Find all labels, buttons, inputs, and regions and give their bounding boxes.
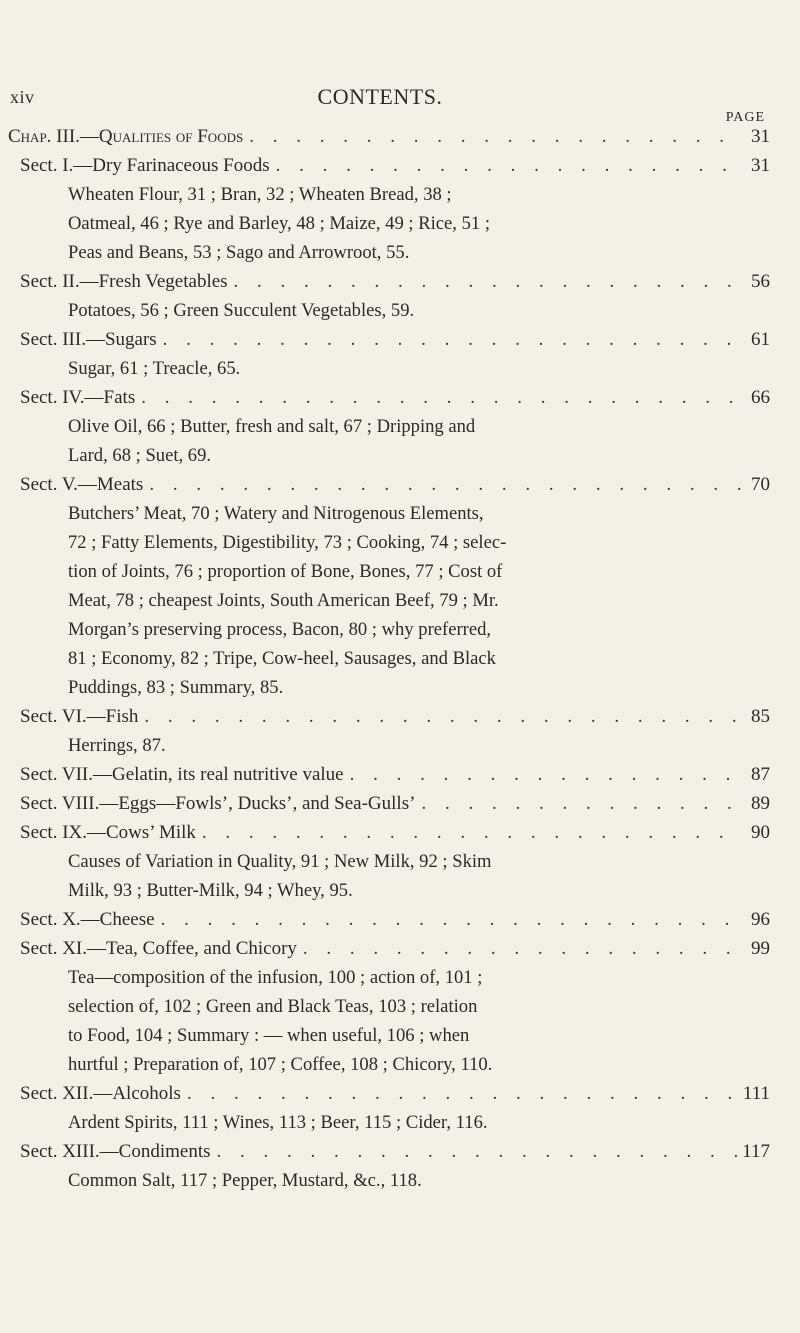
section-description	[40, 731, 770, 760]
leader-dots	[297, 934, 742, 963]
section-page: 99	[751, 938, 770, 959]
leader-dots	[415, 789, 742, 818]
leader-dots	[138, 702, 742, 731]
description-line: Common Salt, 117 ; Pepper, Mustard, &c., 118.	[68, 1170, 422, 1191]
description-line: Olive Oil, 66 ; Butter, fresh and salt, 67 ; Dripping and	[68, 416, 476, 437]
section-title: Sect. VII.—Gelatin, its real nutritive value	[20, 764, 344, 785]
section-title: Sect. XII.—Alcohols	[20, 1083, 181, 1104]
section-title: Sect. III.—Sugars	[20, 329, 157, 350]
section-title: Sect. IV.—Fats	[20, 387, 136, 408]
section-page: 90	[751, 822, 770, 843]
section-description	[40, 296, 770, 325]
description-line: to Food, 104 ; Summary : — when useful, 106 ; when	[68, 1025, 470, 1046]
description-line: 81 ; Economy, 82 ; Tripe, Cow-heel, Sausages, and Black	[68, 648, 496, 669]
description-line: Oatmeal, 46 ; Rye and Barley, 48 ; Maize, 49 ; Rice, 51 ;	[68, 213, 490, 234]
description-line: Wheaten Flour, 31 ; Bran, 32 ; Wheaten Bread, 38 ;	[68, 184, 452, 205]
section-title: Sect. V.—Meats	[20, 474, 144, 495]
section-entry	[20, 151, 770, 180]
leader-dots	[243, 122, 742, 151]
page-column-label: PAGE	[725, 110, 765, 125]
section-page: 56	[751, 271, 770, 292]
section-description	[40, 354, 770, 383]
description-line: Ardent Spirits, 111 ; Wines, 113 ; Beer, 115 ; Cider, 116.	[68, 1112, 488, 1133]
section-description	[40, 412, 770, 470]
leader-dots	[344, 760, 742, 789]
section-title: Sect. IX.—Cows’ Milk	[20, 822, 196, 843]
section-page: 31	[751, 155, 770, 176]
description-line: hurtful ; Preparation of, 107 ; Coffee, 108 ; Chicory, 110.	[68, 1054, 493, 1075]
section-title: Sect. XI.—Tea, Coffee, and Chicory	[20, 938, 297, 959]
section-entry	[20, 760, 770, 789]
section-entry	[20, 789, 770, 818]
section-entry	[20, 267, 770, 296]
section-page: 70	[751, 474, 770, 495]
section-entry	[20, 1079, 770, 1108]
table-of-contents	[8, 122, 770, 1195]
description-line: Puddings, 83 ; Summary, 85.	[68, 677, 284, 698]
section-page: 96	[751, 909, 770, 930]
description-line: selection of, 102 ; Green and Black Teas, 103 ; relation	[68, 996, 478, 1017]
section-description	[40, 963, 770, 1079]
description-line: Meat, 78 ; cheapest Joints, South American Beef, 79 ; Mr.	[68, 590, 499, 611]
leader-dots	[270, 151, 742, 180]
section-description	[40, 1108, 770, 1137]
leader-dots	[211, 1137, 742, 1166]
description-line: Sugar, 61 ; Treacle, 65.	[68, 358, 241, 379]
leader-dots	[196, 818, 742, 847]
section-page: 117	[742, 1141, 770, 1162]
section-entry	[20, 325, 770, 354]
chapter-entry	[8, 122, 770, 151]
leader-dots	[228, 267, 742, 296]
section-page: 111	[742, 1083, 770, 1104]
description-line: Lard, 68 ; Suet, 69.	[68, 445, 212, 466]
section-description	[40, 180, 770, 267]
running-head: CONTENTS.	[317, 84, 443, 109]
description-line: tion of Joints, 76 ; proportion of Bone, Bones, 77 ; Cost of	[68, 561, 503, 582]
section-description	[40, 847, 770, 905]
section-title: Sect. I.—Dry Farinaceous Foods	[20, 155, 270, 176]
section-title: Sect. VIII.—Eggs—Fowls’, Ducks’, and Sea-Gulls’	[20, 793, 416, 814]
section-page: 87	[751, 764, 770, 785]
description-line: Milk, 93 ; Butter-Milk, 94 ; Whey, 95.	[68, 880, 353, 901]
section-entry	[20, 702, 770, 731]
description-line: Causes of Variation in Quality, 91 ; New Milk, 92 ; Skim	[68, 851, 492, 872]
description-line: Morgan’s preserving process, Bacon, 80 ; why preferred,	[68, 619, 492, 640]
description-line: Herrings, 87.	[68, 735, 166, 756]
section-entry	[20, 470, 770, 499]
section-entry	[20, 905, 770, 934]
page-number: xiv	[10, 87, 35, 107]
description-line: 72 ; Fatty Elements, Digestibility, 73 ; Cooking, 74 ; selec-	[68, 532, 507, 553]
section-entry	[20, 934, 770, 963]
section-entry	[20, 383, 770, 412]
section-title: Sect. VI.—Fish	[20, 706, 139, 727]
chapter-title: Chap. III.—Qualities of Foods	[8, 126, 244, 147]
section-title: Sect. X.—Cheese	[20, 909, 155, 930]
description-line: Butchers’ Meat, 70 ; Watery and Nitrogenous Elements,	[68, 503, 484, 524]
section-title: Sect. II.—Fresh Vegetables	[20, 271, 228, 292]
section-entry	[20, 1137, 770, 1166]
description-line: Peas and Beans, 53 ; Sago and Arrowroot, 55.	[68, 242, 410, 263]
description-line: Tea—composition of the infusion, 100 ; action of, 101 ;	[68, 967, 483, 988]
section-description	[40, 499, 770, 702]
leader-dots	[155, 905, 742, 934]
chapter-page: 31	[751, 126, 770, 147]
section-page: 61	[751, 329, 770, 350]
section-description	[40, 1166, 770, 1195]
leader-dots	[135, 383, 742, 412]
leader-dots	[181, 1079, 742, 1108]
description-line: Potatoes, 56 ; Green Succulent Vegetables, 59.	[68, 300, 415, 321]
section-title: Sect. XIII.—Condiments	[20, 1141, 211, 1162]
leader-dots	[143, 470, 742, 499]
section-page: 85	[751, 706, 770, 727]
leader-dots	[157, 325, 742, 354]
section-page: 66	[751, 387, 770, 408]
section-entry	[20, 818, 770, 847]
section-page: 89	[751, 793, 770, 814]
